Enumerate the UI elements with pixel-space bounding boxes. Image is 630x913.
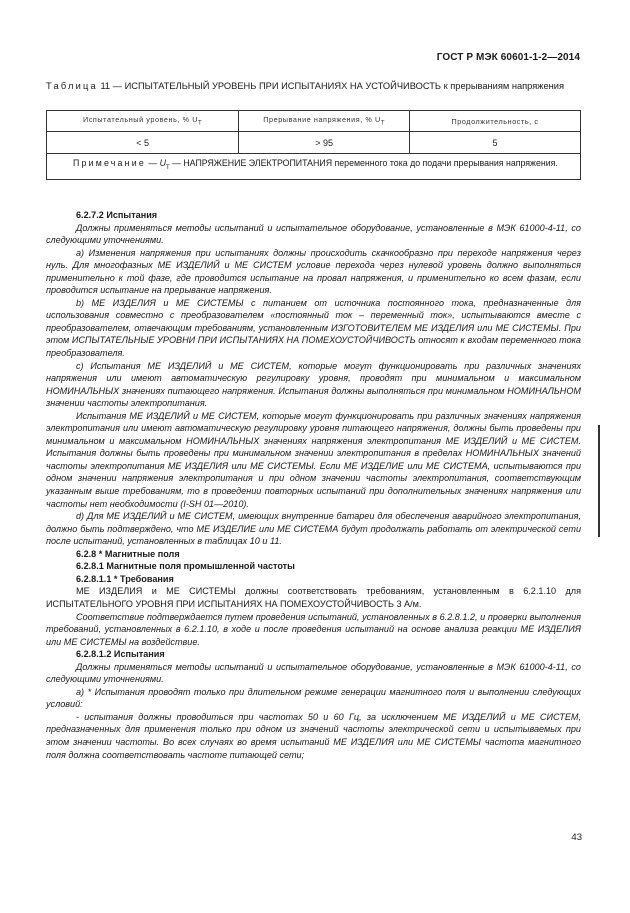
paragraph: Соответствие подтверждается путем проведения испытаний, установленных в 6.2.8.1.2, и проверки выполнения требований, установленных в 6.2.1.10, в ходе и после проведения испытаний на основе анализа реакции МЕ ИЗДЕЛИЯ или МЕ СИСТЕМЫ на воздействие. (46, 611, 581, 647)
paragraph: Должны применяться методы испытаний и испытательное оборудование, установленные в МЭК 61000-4-11, со следующими уточнениями. (46, 661, 581, 685)
document-header: ГОСТ Р МЭК 60601-1-2—2014 (436, 52, 580, 63)
paragraph: а) Изменения напряжения при испытаниях должны происходить скачкообразно при переходе напряжения через нуль. Для многофазных МЕ ИЗДЕЛИЙ и МЕ СИСТЕМ условие перехода через нулевой уровень должно выполняться применительно к той фазе, где проводится испытание на провал напряжения, и применительно ко всем фазам, если проводится испытание на прерывание напряжения. (46, 247, 581, 296)
section-heading: 6.2.7.2 Испытания (76, 210, 158, 220)
paragraph: d) Для МЕ ИЗДЕЛИЙ и МЕ СИСТЕМ, имеющих внутренние батареи для обеспечения аварийного электропитания, должно быть подтверждено, что МЕ ИЗДЕЛИЕ или МЕ СИСТЕМА будут продолжать работать от электрической сети после испытаний, установленных в таблицах 10 и 11. (46, 511, 581, 547)
paragraph: b) МЕ ИЗДЕЛИЯ и МЕ СИСТЕМЫ с питанием от источника постоянного тока, предназначенные для использования совместно с преобразователем «постоянный ток – переменный ток», испытываются вместе с преобразователем, отвечающим требованиям, установленным ИЗГОТОВИТЕЛЕМ МЕ ИЗДЕЛИЯ или МЕ СИСТЕМЫ. При этом ИСПЫТАТЕЛЬНЫЕ УРОВНИ ПРИ ИСПЫТАНИЯХ НА ПОМЕХОУСТОЙЧИВОСТЬ относят к входам переменного тока преобразователя. (46, 297, 581, 359)
body-text (46, 209, 581, 761)
paragraph: Испытания МЕ ИЗДЕЛИЙ и МЕ СИСТЕМ, которые могут функционировать при различных значениях напряжения электропитания или имеют автоматическую регулировку уровня питающего напряжения, должны быть проведены при минимальном и максимальном НОМИНАЛЬНЫХ значениях напряжения электропитания МЕ ИЗДЕЛИЙ и МЕ СИСТЕМ. Испытания должны быть проведены при минимальном значении электропитания в пределах НОМИНАЛЬНЫХ значений частоты электропитания МЕ ИЗДЕЛИЯ или МЕ СИСТЕМЫ. Если МЕ ИЗДЕЛИЕ или МЕ СИСТЕМА, испытываются при одном значении напряжения электропитания и при одном значении частоты электропитания, соответствующим указанным выше требованиям, то в проведении повторных испытаний при дополнительных значениях напряжения или частоты нет необходимости (I-SH 01—2010). (46, 410, 581, 509)
table-note-row (47, 154, 581, 180)
table-header-row (47, 111, 581, 132)
table-header-cell: Продолжительность, с (410, 111, 581, 132)
change-bar (598, 425, 600, 537)
section-heading: 6.2.8.1.2 Испытания (76, 649, 165, 660)
section-heading: 6.2.8.1 Магнитные поля промышленной частоты (76, 561, 295, 572)
interruption-table (46, 110, 581, 180)
table-note: Примечание — $U_Т$ — НАПРЯЖЕНИЕ ЭЛЕКТРОПИТАНИЯ переменного тока до подачи прерывания напряжения. (47, 154, 581, 180)
table-caption-text: 11 — ИСПЫТАТЕЛЬНЫЙ УРОВЕНЬ ПРИ ИСПЫТАНИЯХ НА УСТОЙЧИВОСТЬ к прерываниям напряжения (100, 81, 565, 91)
table-row (47, 132, 581, 154)
table-header-cell: Испытательный уровень, % $U_Т$ (47, 111, 239, 132)
section-heading: 6.2.8.1.1 * Требования (76, 573, 174, 584)
paragraph: - испытания должны проводиться при частотах 50 и 60 Гц, за исключением МЕ ИЗДЕЛИЙ и МЕ СИСТЕМ, предназначенных для применения только при одном из значений частоты электрической сети и испытываемых при этом значении частоты. Во всех случаях во время испытаний МЕ ИЗДЕЛИЯ или МЕ СИСТЕМЫ частота магнитного поля должна соответствовать частоте питающей сети; (46, 711, 581, 760)
table-cell: < 5 (47, 132, 239, 154)
paragraph: МЕ ИЗДЕЛИЯ и МЕ СИСТЕМЫ должны соответствовать требованиям, установленным в 6.2.1.10 для ИСПЫТАТЕЛЬНОГО УРОВНЯ ПРИ ИСПЫТАНИЯХ НА ПОМЕХОУСТОЙЧИВОСТЬ 3 А/м. (46, 586, 581, 609)
paragraph: Должны применяться методы испытаний и испытательное оборудование, установленные в МЭК 61000-4-11, со следующими уточнениями. (46, 222, 581, 246)
table-caption-label: Таблица (46, 81, 98, 91)
table-cell: 5 (410, 132, 581, 154)
table-header-cell: Прерывание напряжения, % $U_Т$ (239, 111, 410, 132)
section-heading: 6.2.8 * Магнитные поля (76, 548, 180, 559)
paragraph: а) * Испытания проводят только при длительном режиме генерации магнитного поля и выполнении следующих условий: (46, 686, 581, 710)
table-cell: > 95 (239, 132, 410, 154)
paragraph: с) Испытания МЕ ИЗДЕЛИЙ и МЕ СИСТЕМ, которые могут функционировать при различных значениях напряжения или имеют автоматическую регулировку уровня, проводят при минимальном и максимальном НОМИНАЛЬНЫХ значениях питающего напряжения. Испытания должны выполняться при минимальном НОМИНАЛЬНОМ значении частоты электропитания. (46, 360, 581, 409)
table-caption (46, 80, 586, 93)
page-number: 43 (571, 832, 582, 843)
